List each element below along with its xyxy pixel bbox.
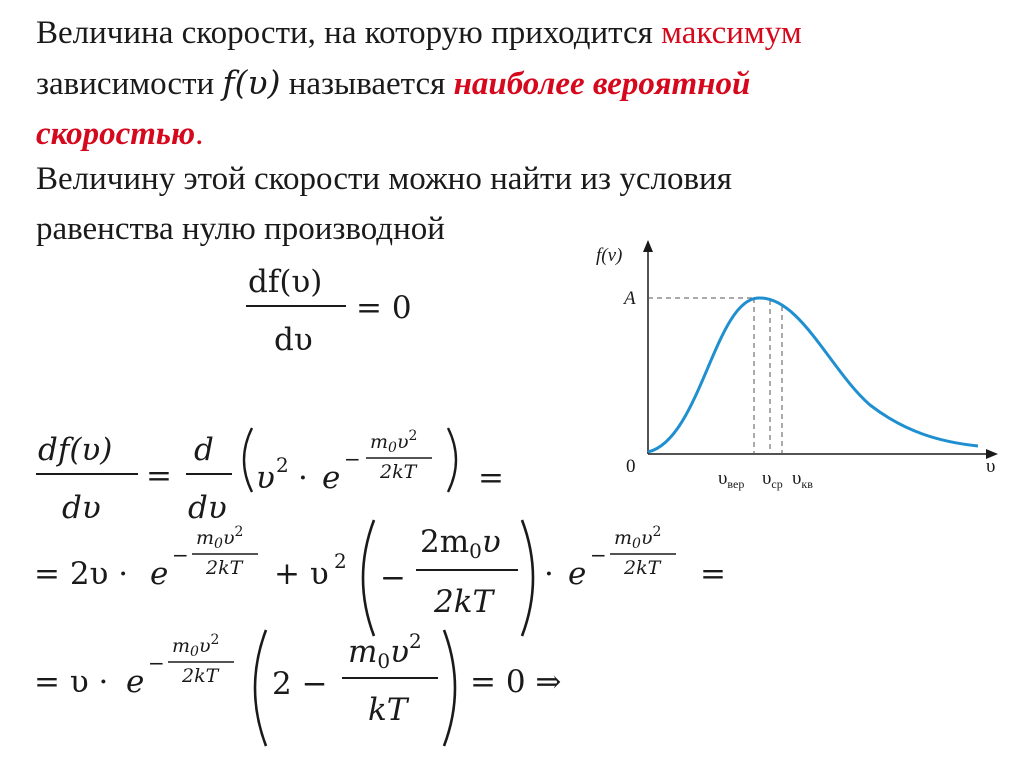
exp-numerator: $m_0\upsilon^2$ — [196, 524, 244, 552]
eq1-denominator: dυ — [274, 322, 313, 358]
exponent-minus: − — [148, 651, 165, 675]
left-paren — [255, 630, 266, 746]
exp-denominator: 2kT — [380, 461, 417, 483]
frac-denominator: kT — [368, 692, 408, 728]
right-paren — [522, 520, 533, 636]
plus-v: + υ — [274, 556, 329, 592]
exp-numerator: $m_0\upsilon^2$ — [614, 524, 662, 552]
derivation-line-1 — [36, 428, 504, 526]
derivation-line-2 — [34, 520, 726, 636]
exponent-2: 2 — [334, 549, 347, 573]
lhs-numerator: df(υ) — [38, 432, 113, 468]
equals-sign: = — [700, 556, 726, 592]
y-axis-arrow — [643, 240, 653, 252]
maxwell-distribution-graph — [596, 240, 998, 491]
dv-operator: dυ — [188, 490, 227, 526]
lhs-denominator: dυ — [62, 490, 101, 526]
eq1-rhs: = 0 — [356, 290, 412, 326]
text-segment: Величина скорости, на которую приходится — [36, 15, 662, 51]
maximum-word: максимум — [661, 15, 802, 51]
v-probable-label: $\upsilon_{вер}$ — [718, 468, 745, 491]
line3-start: = υ · — [34, 664, 109, 700]
derivation-line-3 — [34, 629, 561, 746]
final-result: = 0 ⇒ — [470, 664, 562, 700]
eq1-numerator: df(υ) — [248, 264, 323, 300]
text-segment: равенства нулю производной — [36, 211, 445, 247]
v-rms-label: $\upsilon_{кв}$ — [792, 468, 813, 491]
exp-denominator: 2kT — [182, 665, 219, 687]
dot-operator: · — [544, 556, 554, 592]
v-mean-label: $\upsilon_{ср}$ — [762, 468, 783, 491]
left-paren — [244, 428, 252, 492]
period: . — [195, 116, 204, 152]
e-symbol: e — [322, 460, 341, 496]
left-paren — [363, 520, 374, 636]
d-operator: d — [194, 432, 214, 468]
exponent-2: 2 — [276, 453, 289, 477]
exp-numerator: $m_0\upsilon^2$ — [172, 632, 220, 660]
exp-numerator: $m_0\upsilon^2$ — [370, 428, 418, 456]
exponent-minus: − — [172, 543, 189, 567]
dot-operator: · — [298, 460, 308, 496]
term-highlight: наиболее вероятной — [453, 66, 751, 102]
text-segment: Величину этой скорости можно найти из условия — [36, 161, 732, 197]
exp-denominator: 2kT — [206, 557, 243, 579]
exp-denominator: 2kT — [624, 557, 661, 579]
frac-numerator: 2m0υ — [420, 524, 501, 563]
max-value-label: A — [624, 288, 636, 309]
e-symbol: e — [568, 556, 587, 592]
x-axis-label: υ — [986, 456, 996, 477]
equals-sign: = — [146, 458, 172, 494]
function-symbol: f(υ) — [222, 63, 281, 102]
exponent-minus: − — [344, 447, 361, 471]
two-minus: 2 − — [272, 666, 328, 702]
frac-numerator: $m0\upsilon^2$ — [348, 629, 422, 673]
y-axis-label: f(ν) — [596, 245, 623, 266]
term-highlight: скоростью — [36, 116, 196, 152]
e-symbol: e — [126, 664, 145, 700]
v-symbol: υ — [256, 460, 275, 496]
distribution-curve — [648, 298, 978, 452]
right-paren — [444, 630, 455, 746]
line2-start: = 2υ · — [34, 556, 129, 592]
minus-sign: − — [380, 560, 406, 596]
origin-label: 0 — [626, 456, 636, 477]
condition-equation — [246, 264, 412, 358]
exponent-minus: − — [590, 543, 607, 567]
right-paren — [448, 428, 456, 492]
frac-denominator: 2kT — [434, 584, 494, 620]
text-segment: зависимости — [36, 66, 223, 102]
equals-sign: = — [478, 460, 504, 496]
e-symbol: e — [150, 556, 169, 592]
text-segment: называется — [280, 66, 454, 102]
